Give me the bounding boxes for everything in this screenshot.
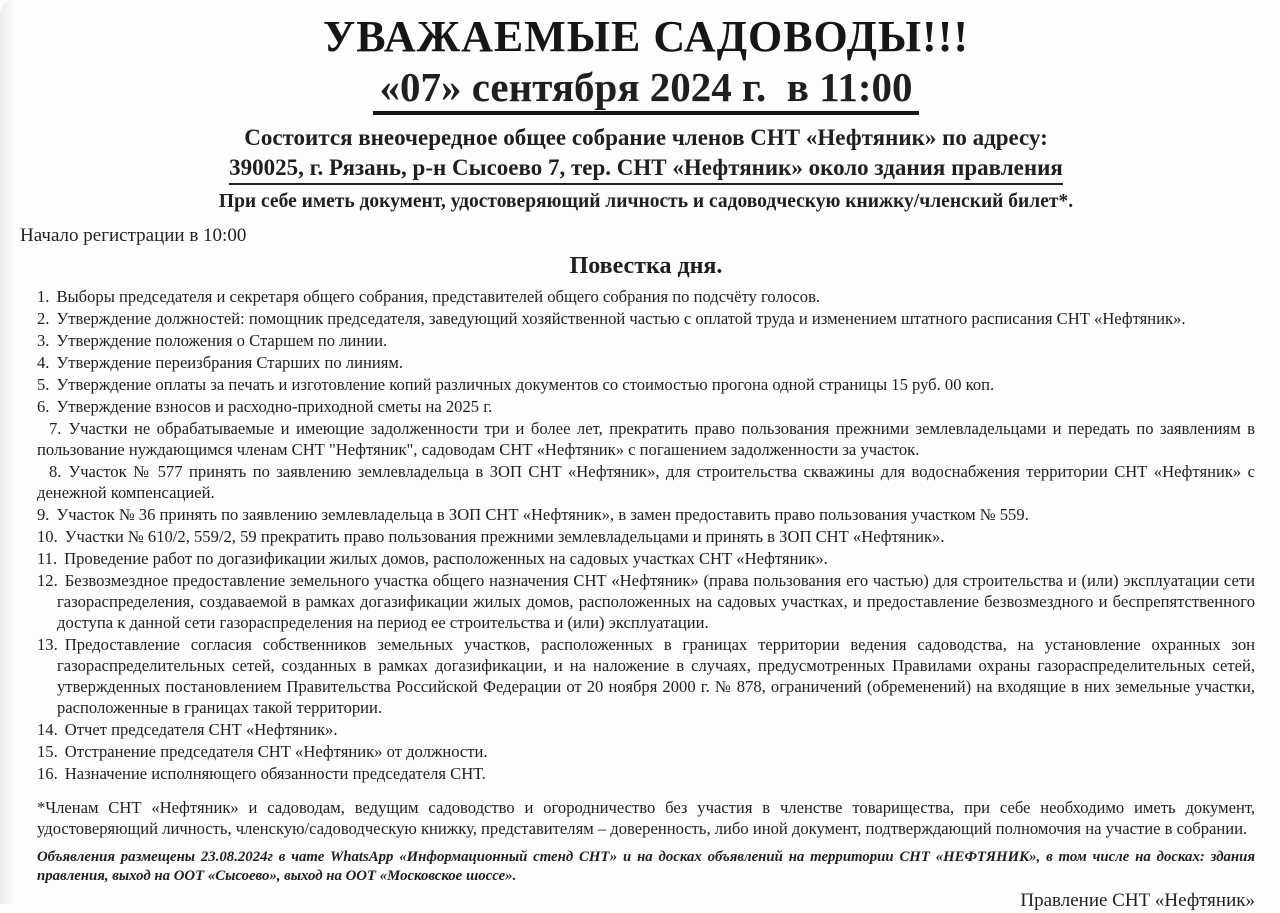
agenda-heading: Повестка дня. xyxy=(569,253,723,280)
agenda-item-number: 16. xyxy=(37,763,58,783)
agenda-item-text: Отстранение председателя СНТ «Нефтяник» от должности. xyxy=(64,741,488,761)
bring-documents-note: При себе иметь документ, удостоверяющий личность и садоводческую книжку/членский билет*. xyxy=(218,190,1074,212)
agenda-item xyxy=(37,526,1255,547)
agenda-item-text: Предоставление согласия собственников земельных участков, расположенных в границах территории ведения садоводства, на установление охранных зон газораспределительных сетей, созданных в рамках догазификации, и на наложение в случаях, предусмотренных Правилами охраны газораспределительных сетей, утвержденных постановлением Правительства Российской Федерации от 20 ноября 2000 г. № 878, ограничений (обременений) на входящие в них земельные участки, расположенные в границах такой территории. xyxy=(57,634,1255,717)
agenda-item-number: 6. xyxy=(37,396,50,416)
agenda-item-text: Утверждение взносов и расходно-приходной сметы на 2025 г. xyxy=(56,396,493,416)
agenda-item xyxy=(37,634,1255,718)
agenda-item xyxy=(37,504,1255,525)
agenda-item xyxy=(37,741,1255,762)
agenda-item-number: 5. xyxy=(37,374,50,394)
agenda-item-text: Участки не обрабатываемые и имеющие задолженности три и более лет, прекратить право пользования прежними землевладельцами и передать по заявлениям в пользование нуждающимся членам СНТ "Нефтяник", садоводам СНТ «Нефтяник» с погашением задолженности за участок. xyxy=(37,418,1255,459)
agenda-item-number: 7. xyxy=(49,418,62,438)
agenda-item xyxy=(37,719,1255,740)
agenda-item-text: Отчет председателя СНТ «Нефтяник». xyxy=(64,719,338,739)
agenda-item-text: Участок № 577 принять по заявлению землевладельца в ЗОП СНТ «Нефтяник», для строительства скважины для водоснабжения территории СНТ «Нефтяник» с денежной компенсацией. xyxy=(37,461,1255,502)
agenda-item-number: 10. xyxy=(37,526,58,546)
agenda-item-text: Безвозмездное предоставление земельного участка общего назначения СНТ «Нефтяник» (права пользования его частью) для строительства и (или) эксплуатации сети газораспределения, создаваемой в рамках догазификации жилых домов, расположенных на садовых участках, и предоставление безвозмездного и беспрепятственного доступа к данной сети газораспределения на период ее строительства и (или) эксплуатации. xyxy=(57,570,1255,632)
agenda-item-number: 8. xyxy=(49,461,62,481)
agenda-item xyxy=(37,418,1255,460)
board-signature: Правление СНТ «Нефтяник» xyxy=(1020,889,1255,911)
agenda-item-number: 1. xyxy=(37,286,50,306)
publication-note: Объявления размещены 23.08.2024г в чате WhatsApp «Информационный стенд СНТ» и на досках объявлений на территории СНТ «НЕФТЯНИК», в том числе на досках: здания правления, выход на ООТ «Сысоево», выход на ООТ «Московское шоссе». xyxy=(37,848,1255,884)
agenda-list xyxy=(37,286,1255,784)
document-title: УВАЖАЕМЫЕ САДОВОДЫ!!! xyxy=(322,12,970,61)
agenda-item-number: 9. xyxy=(37,504,50,524)
agenda-item xyxy=(37,763,1255,784)
meeting-address-row xyxy=(37,154,1255,185)
agenda-item xyxy=(37,570,1255,633)
agenda-item-text: Назначение исполняющего обязанности председателя СНТ. xyxy=(64,763,486,783)
agenda-item-text: Участок № 36 принять по заявлению землевладельца в ЗОП СНТ «Нефтяник», в замен предоставить право пользования участком № 559. xyxy=(56,504,1029,524)
meeting-address: 390025, г. Рязань, р-н Сысоево 7, тер. СНТ «Нефтяник» около здания правления xyxy=(229,154,1063,185)
agenda-item xyxy=(37,396,1255,417)
agenda-item-text: Проведение работ по догазификации жилых домов, расположенных на садовых участках СНТ «Нефтяник». xyxy=(64,548,828,568)
agenda-item-number: 2. xyxy=(37,308,50,328)
meeting-intro: Состоится внеочередное общее собрание членов СНТ «Нефтяник» по адресу: xyxy=(244,124,1048,150)
agenda-item xyxy=(37,352,1255,373)
agenda-item-number: 12. xyxy=(37,570,58,590)
agenda-item-number: 14. xyxy=(37,719,58,739)
members-footnote: *Членам СНТ «Нефтяник» и садоводам, ведущим садоводство и огородничество без участия в членстве товарищества, при себе необходимо иметь документ, удостоверяющий личность, членскую/садоводческую книжку, представителям – доверенность, либо иной документ, подтверждающий полномочия на участие в собрании. xyxy=(37,797,1255,838)
agenda-item-number: 11. xyxy=(37,548,58,568)
meeting-datetime: «07» сентября 2024 г. в 11:00 xyxy=(373,65,918,115)
agenda-item xyxy=(37,330,1255,351)
agenda-item xyxy=(37,286,1255,307)
agenda-item xyxy=(37,374,1255,395)
agenda-item-text: Утверждение должностей: помощник председателя, заведующий хозяйственной частью с оплатой труда и изменением штатного расписания СНТ «Нефтяник». xyxy=(56,308,1186,328)
agenda-item-text: Утверждение переизбрания Старших по линиям. xyxy=(56,352,403,372)
agenda-item xyxy=(37,308,1255,329)
agenda-item-text: Участки № 610/2, 559/2, 59 прекратить право пользования прежними землевладельцами и принять в ЗОП СНТ «Нефтяник». xyxy=(64,526,945,546)
agenda-item-text: Выборы председателя и секретаря общего собрания, представителей общего собрания по подсчёту голосов. xyxy=(56,286,821,306)
agenda-item xyxy=(37,548,1255,569)
agenda-item-number: 13. xyxy=(37,634,58,654)
agenda-item-text: Утверждение положения о Старшем по линии. xyxy=(56,330,388,350)
agenda-item-number: 3. xyxy=(37,330,50,350)
agenda-item-text: Утверждение оплаты за печать и изготовление копий различных документов со стоимостью прогона одной страницы 15 руб. 00 коп. xyxy=(56,374,995,394)
registration-start-note: Начало регистрации в 10:00 xyxy=(20,225,247,247)
agenda-item-number: 4. xyxy=(37,352,50,372)
agenda-item-number: 15. xyxy=(37,741,58,761)
meeting-datetime-row xyxy=(37,65,1255,115)
agenda-item xyxy=(37,461,1255,503)
